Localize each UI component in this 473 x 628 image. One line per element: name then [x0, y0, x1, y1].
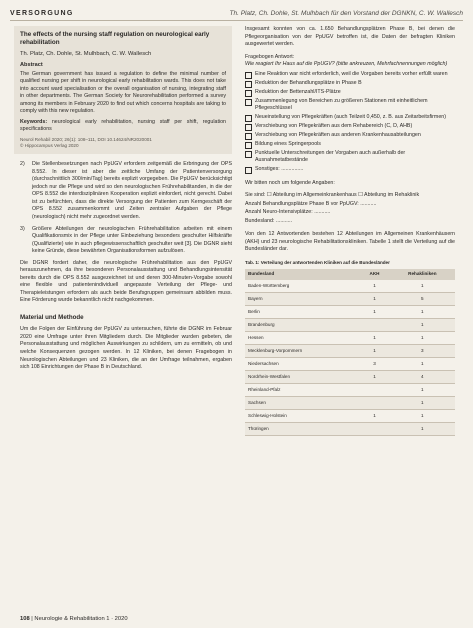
akh-count-cell: 1	[359, 292, 389, 305]
akh-count-cell	[359, 383, 389, 396]
methods-paragraph: Um die Folgen der Einführung der PpUGV zu untersuchen, führte die DGNR im Februar 2020 eine Umfrage unter ihren Mitgliedern durch. Die Mitglieder wurden gebeten, die Personalausstattung und möglichen Auswirkungen zu schildern, um zu ermitteln, ob und welche Konsequenzen gezogen werden. In 12 Kliniken, bei denen Fragebogen in Neurologischen Abteilungen und 23 Kliniken, die an der Umfrage teilnahmen, ergaben sich 108 Einrichtungen der Phase B in Deutschland.	[20, 326, 232, 371]
table-row	[245, 422, 455, 435]
body-paragraph: Die DGNR fordert daher, die neurologische Frührehabilitation aus den PpUGV herauszunehmen, da ihre besonderen Personalausstattung und Behandlungsintensität bereits durch die OPS 8.552 ausgezeichnet ist und deren 300-Minuten-Vorgabe sowohl eine flexible und patientenindividuell angepasste Verteilung der Pflege- und Therapieleistungen erfordern als auch beide Berufsgruppen gemeinsam abbilden muss. Eine Förderung wurde bekanntlich nicht nachgekommen.	[20, 259, 232, 304]
checkbox-icon	[245, 115, 252, 122]
table-row	[245, 331, 455, 344]
state-cell: Brandenburg	[245, 318, 359, 331]
running-header	[10, 6, 463, 21]
table-body	[245, 280, 455, 436]
checklist-item: Eine Reaktion war nicht erforderlich, weil die Vorgaben bereits vorher erfüllt waren	[245, 71, 455, 79]
akh-count-cell: 1	[359, 409, 389, 422]
checkbox-icon	[245, 151, 252, 158]
right-column	[245, 26, 455, 436]
form-intro: Wir bitten noch um folgende Angaben:	[245, 179, 335, 186]
state-cell: Niedersachsen	[245, 357, 359, 370]
checkbox-icon	[245, 142, 252, 149]
item-text: Größere Abteilungen der neurologischen Frührehabilitation arbeiten mit einem Qualifikationsmix in der Pflege unter Einbeziehung besonders geschulter Hilfskräfte (Qualifizierte) wie in auch pflegewissenschaftlich geschulter weit [3]. Die DGNR sieht keine Gründe, diese bewährten Organisationsformen aufzulösen.	[32, 225, 232, 255]
table-row	[245, 370, 455, 383]
table-caption: Tab. 1: Verteilung der antwortenden Kliniken auf die Bundesländer	[245, 259, 390, 265]
author-list: Th. Platz, Ch. Dohle, St. Mulhbach, C. W. Wallesch	[20, 50, 152, 57]
page-footer	[20, 616, 128, 622]
section-label: VERSORGUNG	[10, 9, 74, 17]
checklist-item: Reduktion der Bettenzahl/ITS-Plätze	[245, 89, 455, 97]
footer-separator: |	[31, 616, 35, 622]
checkbox-icon	[245, 124, 252, 131]
item-number: 3)	[20, 225, 25, 232]
table-row	[245, 357, 455, 370]
rehab-count-cell: 1	[390, 383, 455, 396]
checklist-item: Neueinstellung von Pflegekräften (auch Teilzeit 0,450, z. B. aus Zeitarbeitsfirmen)	[245, 114, 455, 122]
state-cell: Baden-Württemberg	[245, 280, 359, 293]
rehab-count-cell: 1	[390, 318, 455, 331]
checklist-item: Verschiebung von Pflegekräften aus anderen Krankenhausabteilungen	[245, 132, 455, 140]
numbered-item-3	[20, 226, 232, 256]
english-abstract-box	[14, 26, 232, 154]
checklist-item: Verschiebung von Pflegekräften aus dem Rehabereich (C, D, AHB)	[245, 123, 455, 131]
keywords	[20, 119, 226, 134]
state-cell: Nordrhein-Westfalen	[245, 370, 359, 383]
akh-count-cell	[359, 396, 389, 409]
checklist-item: Sonstiges: ...............	[245, 166, 455, 174]
numbered-item-2	[20, 161, 232, 221]
state-cell: Thüringen	[245, 422, 359, 435]
table-row	[245, 305, 455, 318]
results-paragraph: Von den 12 Antwortenden bestehen 12 Abteilungen im Allgemeinen Krankenhäusern (AKH) und 23 neurologische Rehabilitationskliniken. Tabelle 1 stellt die Verteilung auf die Bundesländer dar.	[245, 231, 455, 253]
table-row	[245, 318, 455, 331]
table-row	[245, 409, 455, 422]
checklist-item: Punktuelle Unterschreitungen der Vorgaben auch außerhalb der Ausnahmetatbestände	[245, 150, 455, 165]
checkbox-icon	[245, 90, 252, 97]
copyright: © Hippocampus Verlag 2020	[20, 143, 79, 149]
checkbox-icon	[245, 99, 252, 106]
keywords-label: Keywords:	[20, 118, 48, 125]
abstract-heading: Abstract	[20, 61, 43, 68]
akh-count-cell	[359, 422, 389, 435]
intro-paragraph: Insgesamt konnten von ca. 1.650 Behandlungsplätzen Phase B, bei denen die Pflegeorganisation von der PpUGV betroffen ist, die Daten der befragten Kliniken ausgewertet werden.	[245, 26, 455, 48]
akh-count-cell: 3	[359, 357, 389, 370]
table-row	[245, 280, 455, 293]
item-number: 2)	[20, 161, 25, 168]
item-text: Die Stellenbesetzungen nach PpUGV erfordern zeitgemäß die Erbringung der OPS 8.552. In dieser ist aber die zeitliche Umfang der Patientenversorgung (durchschnittlich 300/min/Tag) bereits explizit vorgegeben. Die PpUGV berücksichtigt jedoch nur die Pflege und wird so den neurologischen Frührehabilitanden, in die der OPS 8.552 die interdisziplinären Kooperation explizit einfordert, nicht gerecht. Dabei ist zu befürchten, dass die direkte Versorgung der Patienten zum Kerngeschäft der OPS 8.552 zusammenkommt und Zeiten zentraler Aufgaben der Pflege (neurologisch) nicht mehr zugeordnet werden.	[32, 161, 232, 220]
checkbox-icon	[245, 81, 252, 88]
state-cell: Hessen	[245, 331, 359, 344]
akh-count-cell: 1	[359, 280, 389, 293]
rehab-count-cell: 1	[390, 396, 455, 409]
checklist-item: Reduktion der Behandlungsplätze in Phase B	[245, 80, 455, 88]
checkbox-icon	[245, 72, 252, 79]
keywords-text: neurological early rehabilitation, nursing staff per shift, regulation specifications	[20, 118, 226, 133]
rehab-count-cell: 3	[390, 344, 455, 357]
rehab-count-cell: 1	[390, 331, 455, 344]
state-cell: Mecklenburg-Vorpommern	[245, 344, 359, 357]
table-row	[245, 396, 455, 409]
table-header-row	[245, 269, 455, 280]
rehab-count-cell: 5	[390, 292, 455, 305]
left-column	[20, 26, 232, 377]
state-cell: Schleswig-Holstein	[245, 409, 359, 422]
form-line: Anzahl Neuro-Intensivplätze: ...........	[245, 209, 331, 216]
rehab-count-cell: 1	[390, 357, 455, 370]
checkbox-icon	[245, 167, 252, 174]
rehab-count-cell: 4	[390, 370, 455, 383]
table-row	[245, 383, 455, 396]
question-label: Fragebogen Antwort:	[245, 53, 295, 60]
akh-count-cell: 1	[359, 370, 389, 383]
akh-count-cell: 1	[359, 305, 389, 318]
checklist-item: Bildung eines Springerpools	[245, 141, 455, 149]
running-head-authors: Th. Platz, Ch. Dohle, St. Mulhbach für den Vorstand der DGNKN, C. W. Wallesch	[229, 9, 463, 17]
rehab-count-cell: 1	[390, 422, 455, 435]
table-row	[245, 292, 455, 305]
survey-question: Wie reagiert Ihr Haus auf die PpUGV? (bitte ankreuzen, Mehrfachnennungen möglich)	[245, 61, 448, 68]
akh-count-cell	[359, 318, 389, 331]
citation: Neurol Rehabil 2020; 26(1): 108–111, DOI 10.14624/NR2020001	[20, 137, 152, 142]
survey-checklist	[245, 71, 455, 174]
state-cell: Berlin	[245, 305, 359, 318]
page-number: 108	[20, 616, 30, 622]
column-header: Rehakliniken	[390, 269, 455, 280]
akh-count-cell: 1	[359, 344, 389, 357]
column-header: AKH	[359, 269, 389, 280]
journal-name: Neurologie & Rehabilitation 1 · 2020	[34, 616, 128, 622]
table-row	[245, 344, 455, 357]
checkbox-icon	[245, 133, 252, 140]
methods-heading: Material und Methode	[20, 313, 84, 321]
state-cell: Sachsen	[245, 396, 359, 409]
english-title: The effects of the nursing staff regulation on neurological early rehabilitation	[20, 31, 210, 46]
column-header: Bundesland	[245, 269, 359, 280]
form-line: Bundesland: ...........	[245, 217, 293, 224]
rehab-count-cell: 1	[390, 280, 455, 293]
rehab-count-cell: 1	[390, 409, 455, 422]
state-cell: Rheinland-Pfalz	[245, 383, 359, 396]
bundesland-table	[245, 269, 455, 436]
checklist-item: Zusammenlegung von Bereichen zu größeren Stationen mit einheitlichem Pflegeschlüssel	[245, 98, 455, 113]
form-line: Sie sind: ☐ Abteilung im Allgemeinkrankenhaus ☐ Abteilung im Rehaklinik	[245, 192, 420, 199]
form-line: Anzahl Behandlungsplätze Phase B vor PpUGV: ...........	[245, 200, 377, 207]
abstract-text: The German government has issued a regulation to define the minimal number of qualified nursing per shift in neurological early rehabilitation wards. This does not take into account ward specialisation or the overall organisation of nursing, integrating staff in other departments. The German Society for Neurorehabilitation performed a survey among its members in February 2020 to find out which concerns hospitals are taking to comply with this new regulation.	[20, 70, 226, 115]
state-cell: Bayern	[245, 292, 359, 305]
akh-count-cell: 1	[359, 331, 389, 344]
rehab-count-cell: 1	[390, 305, 455, 318]
